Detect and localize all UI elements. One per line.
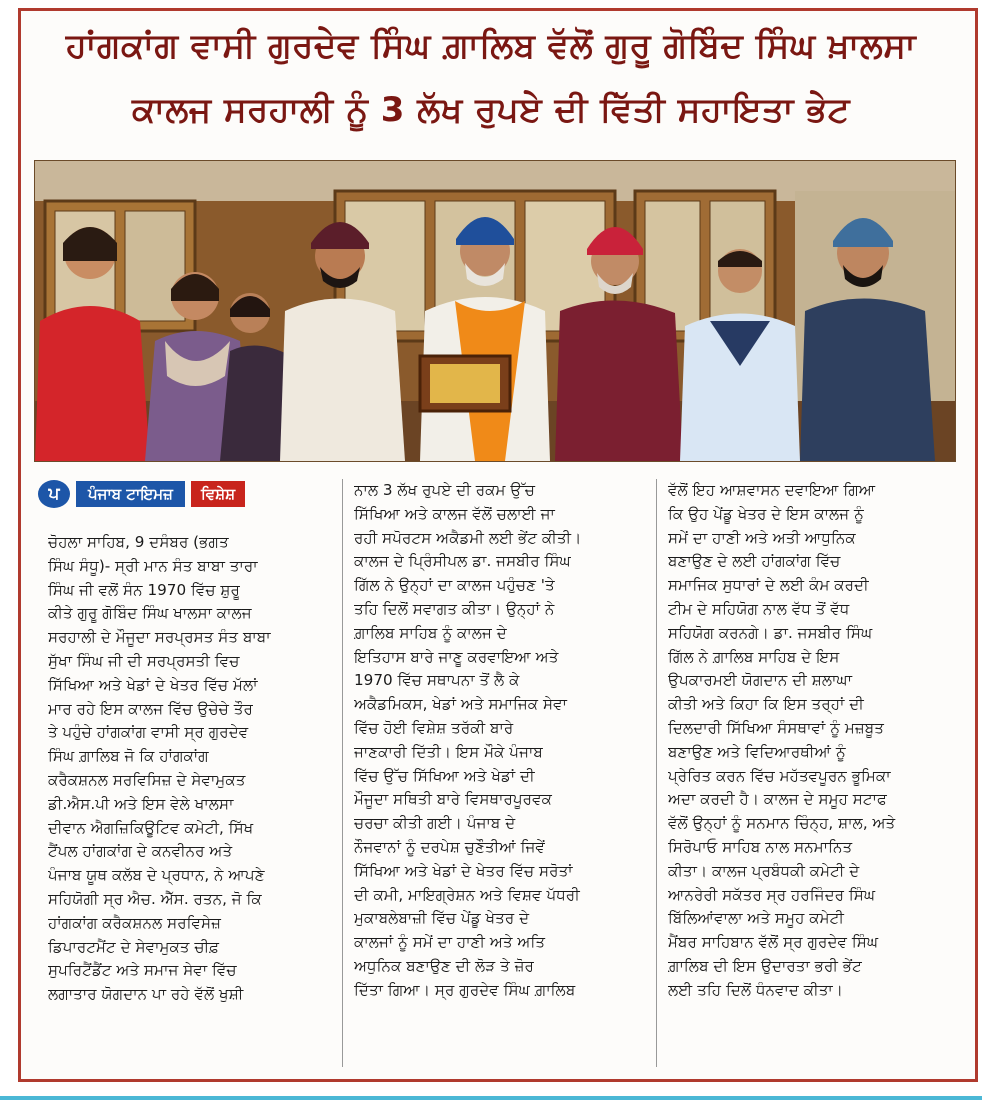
text-line: ਸਹਿਯੋਗ ਕਰਨਗੇ। ਡਾ. ਜਸਬੀਰ ਸਿੰਘ bbox=[668, 623, 873, 642]
text-line: ਕਿ ਉਹ ਪੇਂਡੂ ਖੇਤਰ ਦੇ ਇਸ ਕਾਲਜ ਨੂੰ bbox=[668, 504, 864, 523]
text-line: ਨਾਲ 3 ਲੱਖ ਰੁਪਏ ਦੀ ਰਕਮ ਉੱਚ bbox=[354, 481, 535, 499]
text-line: ਵਿੱਚ ਹੋਈ ਵਿਸ਼ੇਸ਼ ਤਰੱਕੀ ਬਾਰੇ bbox=[354, 718, 514, 737]
text-line: ਅਕੈਡਮਿਕਸ, ਖੇਡਾਂ ਅਤੇ ਸਮਾਜਿਕ ਸੇਵਾ bbox=[354, 695, 567, 714]
text-line: ਕੀਤੇ ਗੁਰੂ ਗੋਬਿੰਦ ਸਿੰਘ ਖਾਲਸਾ ਕਾਲਜ bbox=[48, 604, 252, 623]
text-line: ਵੱਲੋਂ ਉਨ੍ਹਾਂ ਨੂੰ ਸਨਮਾਨ ਚਿੰਨ੍ਹ, ਸ਼ਾਲ, ਅਤੇ bbox=[668, 814, 896, 833]
text-line: ਗਿੱਲ ਨੇ ਉਨ੍ਹਾਂ ਦਾ ਕਾਲਜ ਪਹੁੰਚਣ 'ਤੇ bbox=[354, 576, 555, 595]
text-line: ਗ਼ਾਲਿਬ ਸਾਹਿਬ ਨੂੰ ਕਾਲਜ ਦੇ bbox=[354, 623, 507, 642]
text-line: ਗਿੱਲ ਨੇ ਗ਼ਾਲਿਬ ਸਾਹਿਬ ਦੇ ਇਸ bbox=[668, 647, 840, 666]
text-line: ਡਿਪਾਰਟਮੈਂਟ ਦੇ ਸੇਵਾਮੁਕਤ ਚੀਫ਼ bbox=[48, 937, 220, 956]
text-line: ਸਰਹਾਲੀ ਦੇ ਮੌਜੂਦਾ ਸਰਪ੍ਰਸਤ ਸੰਤ ਬਾਬਾ bbox=[48, 628, 271, 647]
text-line: ਸਿੱਖਿਆ ਅਤੇ ਕਾਲਜ ਵੱਲੋਂ ਚਲਾਈ ਜਾ bbox=[354, 504, 555, 523]
newspaper-brand: ਪੰਜਾਬ ਟਾਇਮਜ਼ bbox=[76, 481, 185, 507]
text-line: ਸਮਾਜਿਕ ਸੁਧਾਰਾਂ ਦੇ ਲਈ ਕੰਮ ਕਰਦੀ bbox=[668, 576, 869, 595]
text-line: ਸਿੰਘ ਗ਼ਾਲਿਬ ਜੋ ਕਿ ਹਾਂਗਕਾਂਗ bbox=[48, 747, 209, 766]
text-line: ਵੱਲੋਂ ਇਹ ਆਸ਼ਵਾਸਨ ਦਵਾਇਆ ਗਿਆ bbox=[668, 481, 876, 499]
special-tag: ਵਿਸ਼ੇਸ਼ bbox=[191, 481, 245, 507]
text-line: ਨੌਜਵਾਨਾਂ ਨੂੰ ਦਰਪੇਸ਼ ਚੁਣੌਤੀਆਂ ਜਿਵੇਂ bbox=[354, 837, 545, 856]
news-photo bbox=[34, 160, 956, 462]
text-line: ਪੰਜਾਬ ਯੂਥ ਕਲੱਬ ਦੇ ਪ੍ਰਧਾਨ, ਨੇ ਆਪਣੇ bbox=[48, 866, 265, 885]
text-line: ਪ੍ਰੇਰਿਤ ਕਰਨ ਵਿੱਚ ਮਹੱਤਵਪੂਰਨ ਭੂਮਿਕਾ bbox=[668, 766, 891, 785]
masthead bbox=[38, 479, 330, 509]
article-column-2 bbox=[354, 479, 646, 1003]
text-line: ਵਿੱਚ ਉੱਚ ਸਿੱਖਿਆ ਅਤੇ ਖੇਡਾਂ ਦੀ bbox=[354, 766, 535, 785]
text-line: ਦੀ ਕਮੀ, ਮਾਇਗ੍ਰੇਸ਼ਨ ਅਤੇ ਵਿਸ਼ਵ ਪੱਧਰੀ bbox=[354, 885, 580, 904]
text-line: ਬਣਾਉਣ ਦੇ ਲਈ ਹਾਂਗਕਾਂਗ ਵਿੱਚ bbox=[668, 552, 841, 571]
text-line: ਮੌਜੂਦਾ ਸਥਿਤੀ ਬਾਰੇ ਵਿਸਥਾਰਪੂਰਵਕ bbox=[354, 790, 552, 809]
article-column-3 bbox=[668, 479, 948, 1003]
text-line: ਸਿਰੋਪਾਓ ਸਾਹਿਬ ਨਾਲ ਸਨਮਾਨਿਤ bbox=[668, 837, 853, 856]
text-line: ਸਹਿਯੋਗੀ ਸ੍ਰ ਐਚ. ਐੱਸ. ਰਤਨ, ਜੋ ਕਿ bbox=[48, 889, 262, 908]
text-line: ਸੁਪਰਿਟੈਂਡੈਂਟ ਅਤੇ ਸਮਾਜ ਸੇਵਾ ਵਿੱਚ bbox=[48, 961, 237, 980]
text-line: ਟੀਮ ਦੇ ਸਹਿਯੋਗ ਨਾਲ ਵੱਧ ਤੋਂ ਵੱਧ bbox=[668, 599, 850, 618]
text-line: ਉਪਕਾਰਮਈ ਯੋਗਦਾਨ ਦੀ ਸ਼ਲਾਘਾ bbox=[668, 671, 853, 690]
text-line: ਸਿੱਖਿਆ ਅਤੇ ਖੇਡਾਂ ਦੇ ਖੇਤਰ ਵਿੱਚ ਸਰੋਤਾਂ bbox=[354, 861, 573, 880]
column-divider bbox=[656, 479, 657, 1067]
headline-line-1: ਹਾਂਗਕਾਂਗ ਵਾਸੀ ਗੁਰਦੇਵ ਸਿੰਘ ਗ਼ਾਲਿਬ ਵੱਲੋਂ ਗੁਰੂ ਗੋਬਿੰਦ ਸਿੰਘ ਖ਼ਾਲਸਾ bbox=[65, 26, 917, 66]
text-line: ਮੁਕਾਬਲੇਬਾਜ਼ੀ ਵਿੱਚ ਪੇਂਡੂ ਖੇਤਰ ਦੇ bbox=[354, 909, 530, 928]
text-line: ਕਰੈਕਸ਼ਨਲ ਸਰਵਿਸਿਜ਼ ਦੇ ਸੇਵਾਮੁਕਤ bbox=[48, 770, 246, 789]
text-line: ਮੈਂਬਰ ਸਾਹਿਬਾਨ ਵੱਲੋਂ ਸ੍ਰ ਗੁਰਦੇਵ ਸਿੰਘ bbox=[668, 933, 879, 952]
text-line: ਜਾਣਕਾਰੀ ਦਿੱਤੀ। ਇਸ ਮੌਕੇ ਪੰਜਾਬ bbox=[354, 742, 543, 761]
text-line: ਲਗਾਤਾਰ ਯੋਗਦਾਨ ਪਾ ਰਹੇ ਵੱਲੋਂ ਖੁਸ਼ੀ bbox=[48, 985, 244, 1004]
text-line: ਕੀਤੀ ਅਤੇ ਕਿਹਾ ਕਿ ਇਸ ਤਰ੍ਹਾਂ ਦੀ bbox=[668, 695, 864, 714]
text-line: ਮਾਰ ਰਹੇ ਇਸ ਕਾਲਜ ਵਿੱਚ ਉਚੇਚੇ ਤੌਰ bbox=[48, 699, 253, 718]
text-line: ਕੀਤਾ। ਕਾਲਜ ਪ੍ਰਬੰਧਕੀ ਕਮੇਟੀ ਦੇ bbox=[668, 861, 860, 880]
text-line: ਸਿੰਘ ਜੀ ਵਲੋਂ ਸੰਨ 1970 ਵਿੱਚ ਸ਼ੁਰੂ bbox=[48, 580, 240, 599]
headline-line-2: ਕਾਲਜ ਸਰਹਾਲੀ ਨੂੰ 3 ਲੱਖ ਰੁਪਏ ਦੀ ਵਿੱਤੀ ਸਹਾਇਤਾ ਭੇਟ bbox=[132, 90, 850, 130]
text-line: ਸਮੇਂ ਦਾ ਹਾਣੀ ਅਤੇ ਅਤੀ ਆਧੁਨਿਕ bbox=[668, 528, 856, 547]
text-line: ਕਾਲਜ ਦੇ ਪ੍ਰਿੰਸੀਪਲ ਡਾ. ਜਸਬੀਰ ਸਿੰਘ bbox=[354, 552, 571, 571]
text-line: ਗ਼ਾਲਿਬ ਦੀ ਇਸ ਉਦਾਰਤਾ ਭਰੀ ਭੇਂਟ bbox=[668, 956, 862, 975]
text-line: ਦਿੱਤਾ ਗਿਆ। ਸ੍ਰ ਗੁਰਦੇਵ ਸਿੰਘ ਗ਼ਾਲਿਬ bbox=[354, 980, 576, 999]
text-line: ਤਹਿ ਦਿਲੋਂ ਸਵਾਗਤ ਕੀਤਾ। ਉਨ੍ਹਾਂ ਨੇ bbox=[354, 599, 555, 618]
text-line: ਅਦਾ ਕਰਦੀ ਹੈ। ਕਾਲਜ ਦੇ ਸਮੂਹ ਸਟਾਫ bbox=[668, 790, 887, 809]
text-line: 1970 ਵਿੱਚ ਸਥਾਪਨਾ ਤੋਂ ਲੈ ਕੇ bbox=[354, 671, 520, 690]
text-line: ਚਰਚਾ ਕੀਤੀ ਗਈ। ਪੰਜਾਬ ਦੇ bbox=[354, 814, 516, 833]
text-line: ਇਤਿਹਾਸ ਬਾਰੇ ਜਾਣੂ ਕਰਵਾਇਆ ਅਤੇ bbox=[354, 647, 559, 666]
text-line: ਹਾਂਗਕਾਂਗ ਕਰੈਕਸ਼ਨਲ ਸਰਵਿਸੇਜ਼ bbox=[48, 913, 222, 932]
text-line: ਤੇ ਪਹੁੰਚੇ ਹਾਂਗਕਾਂਗ ਵਾਸੀ ਸ੍ਰ ਗੁਰਦੇਵ bbox=[48, 723, 249, 742]
text-line: ਦੀਵਾਨ ਐਗਜ਼ਿਕਿਊਟਿਵ ਕਮੇਟੀ, ਸਿੱਖ bbox=[48, 818, 254, 837]
text-line: ਬਿੱਲਿਆਂਵਾਲਾ ਅਤੇ ਸਮੂਹ ਕਮੇਟੀ bbox=[668, 909, 844, 928]
text-line: ਟੈਂਪਲ ਹਾਂਗਕਾਂਗ ਦੇ ਕਨਵੀਨਰ ਅਤੇ bbox=[48, 842, 233, 861]
text-line: ਕਾਲਜਾਂ ਨੂੰ ਸਮੇਂ ਦਾ ਹਾਣੀ ਅਤੇ ਅਤਿ bbox=[354, 933, 546, 952]
text-line: ਰਹੀ ਸਪੋਰਟਸ ਅਕੈਡਮੀ ਲਈ ਭੇਂਟ ਕੀਤੀ। bbox=[354, 528, 582, 547]
text-line: ਚੋਹਲਾ ਸਾਹਿਬ, 9 ਦਸੰਬਰ (ਭਗਤ bbox=[48, 533, 229, 551]
text-line: ਸਿੱਖਿਆ ਅਤੇ ਖੇਡਾਂ ਦੇ ਖੇਤਰ ਵਿੱਚ ਮੱਲਾਂ bbox=[48, 675, 258, 694]
text-line: ਆਨਰੇਰੀ ਸਕੱਤਰ ਸ੍ਰ ਹਰਜਿੰਦਰ ਸਿੰਘ bbox=[668, 885, 876, 904]
text-line: ਸਿੰਘ ਸੰਧੂ)- ਸ੍ਰੀ ਮਾਨ ਸੰਤ ਬਾਬਾ ਤਾਰਾ bbox=[48, 556, 258, 575]
bottom-rule bbox=[0, 1096, 982, 1100]
text-line: ਦਿਲਦਾਰੀ ਸਿੱਖਿਆ ਸੰਸਥਾਵਾਂ ਨੂੰ ਮਜ਼ਬੂਤ bbox=[668, 718, 884, 737]
text-line: ਸੁੱਖਾ ਸਿੰਘ ਜੀ ਦੀ ਸਰਪ੍ਰਸਤੀ ਵਿਚ bbox=[48, 651, 240, 670]
text-line: ਬਣਾਉਣ ਅਤੇ ਵਿਦਿਆਰਥੀਆਂ ਨੂੰ bbox=[668, 742, 846, 761]
article-column-1 bbox=[48, 531, 330, 1007]
text-line: ਡੀ.ਐਸ.ਪੀ ਅਤੇ ਇਸ ਵੇਲੇ ਖਾਲਸਾ bbox=[48, 794, 234, 813]
text-line: ਲਈ ਤਹਿ ਦਿਲੋਂ ਧੰਨਵਾਦ ਕੀਤਾ। bbox=[668, 980, 844, 999]
newspaper-logo-icon: ਪ bbox=[38, 480, 70, 508]
column-divider bbox=[342, 479, 343, 1067]
text-line: ਅਧੁਨਿਕ ਬਣਾਉਣ ਦੀ ਲੋੜ ਤੇ ਜ਼ੋਰ bbox=[354, 956, 534, 975]
